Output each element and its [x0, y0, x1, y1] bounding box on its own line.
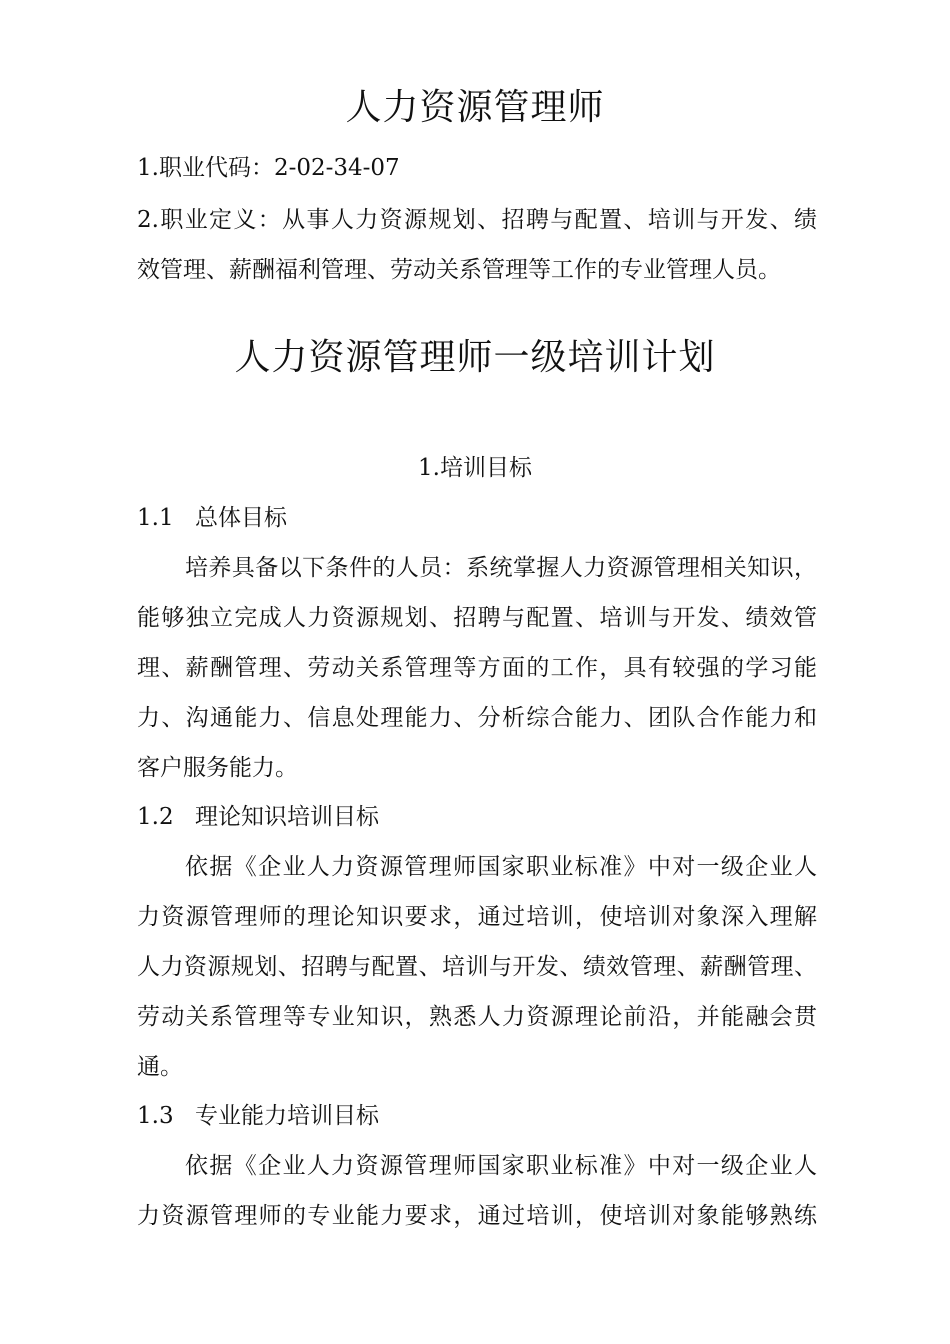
paragraph-line: 理、薪酬管理、劳动关系管理等方面的工作，具有较强的学习能	[137, 655, 817, 681]
section-heading-training-goals: 1.培训目标	[418, 455, 532, 481]
paragraph-line: 劳动关系管理等专业知识，熟悉人力资源理论前沿，并能融会贯	[137, 1004, 817, 1030]
subsection-number: 1.2	[137, 804, 174, 830]
subsection-number: 1.1	[137, 505, 174, 531]
document-title: 人力资源管理师	[345, 87, 605, 128]
subsection-number: 1.3	[137, 1103, 174, 1129]
paragraph-line: 人力资源规划、招聘与配置、培训与开发、绩效管理、薪酬管理、	[137, 954, 817, 980]
occupation-definition-line-2: 效管理、薪酬福利管理、劳动关系管理等工作的专业管理人员。	[137, 257, 781, 283]
subsection-title: 总体目标	[195, 505, 287, 531]
paragraph-line: 能够独立完成人力资源规划、招聘与配置、培训与开发、绩效管	[137, 605, 817, 631]
paragraph-line: 力资源管理师的理论知识要求，通过培训，使培训对象深入理解	[137, 904, 817, 930]
paragraph-line: 力资源管理师的专业能力要求，通过培训，使培训对象能够熟练	[137, 1203, 817, 1229]
paragraph-line: 力、沟通能力、信息处理能力、分析综合能力、团队合作能力和	[137, 705, 817, 731]
subsection-heading-1-1	[137, 504, 817, 532]
paragraph-line: 依据《企业人力资源管理师国家职业标准》中对一级企业人	[185, 854, 817, 880]
paragraph-line: 客户服务能力。	[137, 755, 298, 781]
paragraph-line: 通。	[137, 1054, 183, 1080]
subsection-title: 理论知识培训目标	[195, 804, 379, 830]
plan-title: 人力资源管理师一级培训计划	[234, 337, 716, 378]
subsection-heading-1-3	[137, 1102, 817, 1130]
subsection-heading-1-2	[137, 803, 817, 831]
subsection-title: 专业能力培训目标	[195, 1103, 379, 1129]
paragraph-line: 依据《企业人力资源管理师国家职业标准》中对一级企业人	[185, 1153, 817, 1179]
paragraph-line: 培养具备以下条件的人员：系统掌握人力资源管理相关知识，	[185, 555, 817, 581]
occupation-code: 1.职业代码：2-02-34-07	[137, 155, 400, 181]
occupation-definition-line-1: 2.职业定义：从事人力资源规划、招聘与配置、培训与开发、绩	[137, 207, 817, 233]
